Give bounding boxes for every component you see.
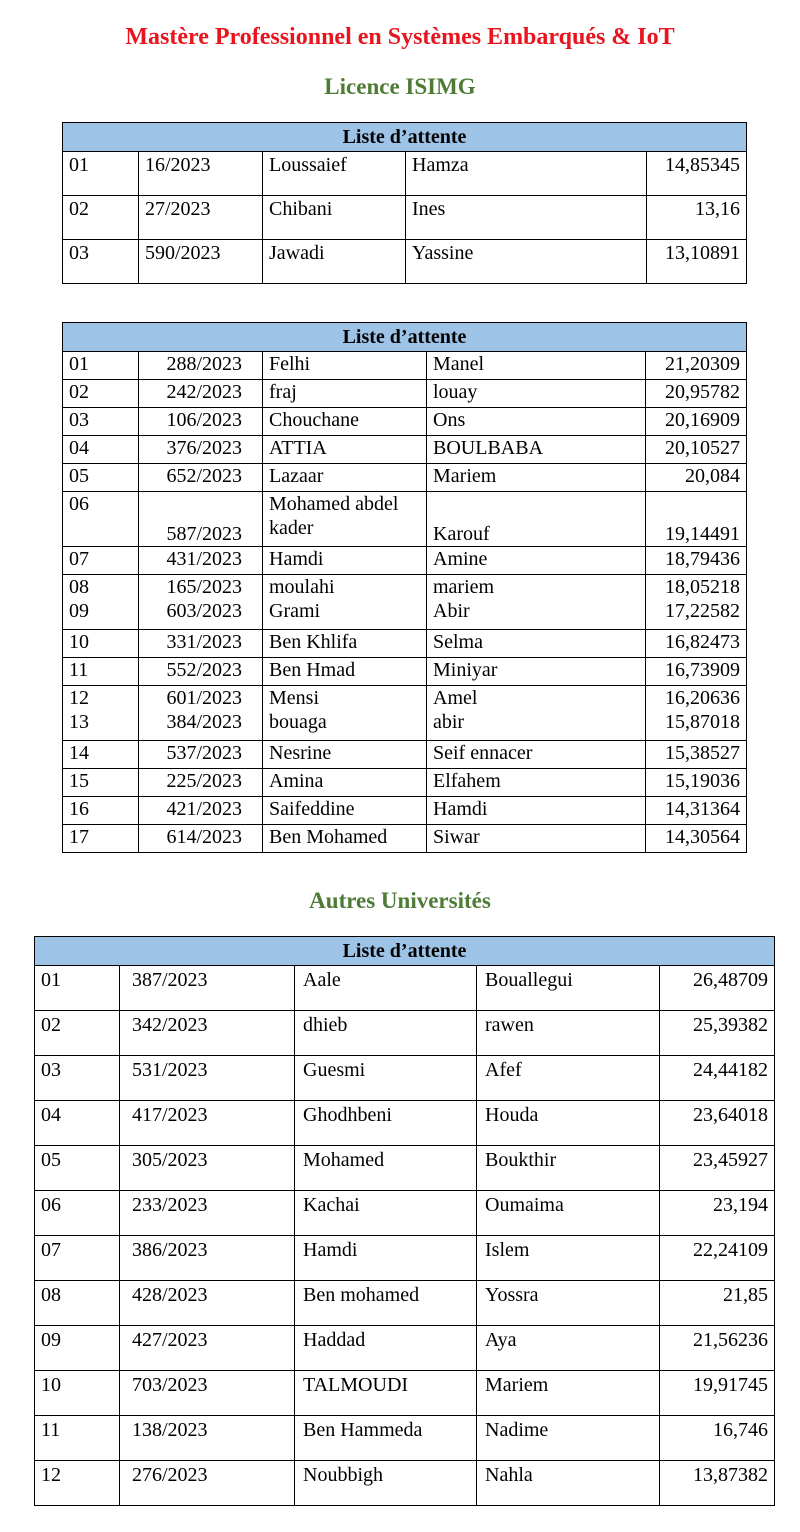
first-name-cell: Siwar: [427, 825, 646, 853]
table-row: [63, 408, 747, 436]
rank-cell: 06: [63, 492, 139, 547]
last-name-cell: ATTIA: [263, 436, 427, 464]
rank-cell: 01: [63, 352, 139, 380]
score-cell: 23,45927: [660, 1146, 775, 1191]
rank-cell: 14: [63, 741, 139, 769]
first-name-cell: Amine: [427, 547, 646, 575]
last-name-line: Mohamed abdel: [269, 493, 399, 515]
last-name-line: kader: [269, 517, 314, 539]
id-cell: 342/2023: [120, 1011, 295, 1056]
table-row: [35, 1461, 775, 1506]
last-name-cell: Ben Hmad: [263, 658, 427, 686]
waiting-list-table-isimg-1: [62, 122, 747, 284]
table-row: [35, 1011, 775, 1056]
score-cell: 22,24109: [660, 1236, 775, 1281]
table-row: [35, 1056, 775, 1101]
id-cell: 138/2023: [120, 1416, 295, 1461]
id-cell: 614/2023: [139, 825, 263, 853]
first-name-cell: Yassine: [406, 240, 647, 284]
first-name-cell: Ons: [427, 408, 646, 436]
id-cell: 305/2023: [120, 1146, 295, 1191]
first-name-line: mariem: [433, 576, 495, 598]
score-cell: 14,31364: [646, 797, 747, 825]
score-cell: 20,16909: [646, 408, 747, 436]
last-name-cell: [263, 575, 427, 630]
id-cell: 386/2023: [120, 1236, 295, 1281]
id-cell: 531/2023: [120, 1056, 295, 1101]
id-cell: 703/2023: [120, 1371, 295, 1416]
id-cell: 242/2023: [139, 380, 263, 408]
id-line: 165/2023: [166, 576, 242, 598]
rank-cell: 01: [35, 966, 120, 1011]
id-line: 601/2023: [166, 687, 242, 709]
score-cell: 20,95782: [646, 380, 747, 408]
id-line: 603/2023: [166, 600, 242, 622]
first-name-cell: Afef: [477, 1056, 660, 1101]
id-cell: [139, 686, 263, 741]
rank-cell: 07: [35, 1236, 120, 1281]
table-row: [63, 797, 747, 825]
id-cell: 537/2023: [139, 741, 263, 769]
first-name-cell: louay: [427, 380, 646, 408]
id-cell: 387/2023: [120, 966, 295, 1011]
last-name-cell: Lazaar: [263, 464, 427, 492]
last-name-cell: Ben Khlifa: [263, 630, 427, 658]
table-row: [63, 196, 747, 240]
table-row: [63, 658, 747, 686]
score-cell: 14,30564: [646, 825, 747, 853]
table-row: [63, 152, 747, 196]
score-line: 15,87018: [665, 711, 741, 733]
score-cell: 23,64018: [660, 1101, 775, 1146]
first-name-cell: Islem: [477, 1236, 660, 1281]
last-name-cell: Ben Mohamed: [263, 825, 427, 853]
page-title: Mastère Professionnel en Systèmes Embarqués & IoT: [125, 24, 675, 50]
id-cell: 590/2023: [139, 240, 263, 284]
id-cell: 552/2023: [139, 658, 263, 686]
table-row: [35, 1101, 775, 1146]
table-row: [63, 240, 747, 284]
id-line: 384/2023: [166, 711, 242, 733]
score-cell: 26,48709: [660, 966, 775, 1011]
table-row: [35, 1281, 775, 1326]
id-cell: 421/2023: [139, 797, 263, 825]
first-name-cell: Yossra: [477, 1281, 660, 1326]
first-name-cell: Mariem: [477, 1371, 660, 1416]
rank-cell: 06: [35, 1191, 120, 1236]
rank-cell: 12: [35, 1461, 120, 1506]
id-cell: 417/2023: [120, 1101, 295, 1146]
first-name-cell: BOULBABA: [427, 436, 646, 464]
id-cell: 376/2023: [139, 436, 263, 464]
score-cell: 13,10891: [647, 240, 747, 284]
table-row: [63, 769, 747, 797]
last-name-cell: dhieb: [295, 1011, 477, 1056]
last-name-cell: Mohamed: [295, 1146, 477, 1191]
last-name-cell: Jawadi: [263, 240, 406, 284]
rank-cell: 04: [63, 436, 139, 464]
first-name-cell: Elfahem: [427, 769, 646, 797]
table-header: Liste d’attente: [35, 937, 775, 966]
first-name-cell: Mariem: [427, 464, 646, 492]
score-cell: 16,73909: [646, 658, 747, 686]
rank-line: 13: [69, 711, 89, 733]
rank-cell: 03: [63, 240, 139, 284]
id-cell: [139, 575, 263, 630]
table-row: [63, 547, 747, 575]
first-name-line: abir: [433, 711, 465, 733]
last-name-cell: Loussaief: [263, 152, 406, 196]
last-name-cell: Saifeddine: [263, 797, 427, 825]
rank-cell: 03: [63, 408, 139, 436]
score-cell: 13,16: [647, 196, 747, 240]
rank-cell: 17: [63, 825, 139, 853]
score-cell: 20,10527: [646, 436, 747, 464]
first-name-cell: Bouallegui: [477, 966, 660, 1011]
last-name-cell: fraj: [263, 380, 427, 408]
id-cell: 27/2023: [139, 196, 263, 240]
score-cell: 21,85: [660, 1281, 775, 1326]
rank-cell: 11: [35, 1416, 120, 1461]
score-cell: 23,194: [660, 1191, 775, 1236]
first-name-cell: Houda: [477, 1101, 660, 1146]
table-row: [35, 1146, 775, 1191]
table-row: [63, 575, 747, 630]
rank-cell: 07: [63, 547, 139, 575]
table-row: [63, 741, 747, 769]
score-cell: 24,44182: [660, 1056, 775, 1101]
last-name-cell: Ben Hammeda: [295, 1416, 477, 1461]
id-cell: 427/2023: [120, 1326, 295, 1371]
score-line: 18,05218: [665, 576, 741, 598]
id-cell: 276/2023: [120, 1461, 295, 1506]
rank-cell: 11: [63, 658, 139, 686]
last-name-cell: Ben mohamed: [295, 1281, 477, 1326]
section-title-autres-universites: Autres Universités: [309, 888, 491, 913]
rank-cell: [63, 686, 139, 741]
last-name-cell: Noubbigh: [295, 1461, 477, 1506]
score-cell: 16,82473: [646, 630, 747, 658]
first-name-cell: Selma: [427, 630, 646, 658]
score-cell: 15,38527: [646, 741, 747, 769]
table-row: [35, 1326, 775, 1371]
last-name-cell: Amina: [263, 769, 427, 797]
rank-cell: 02: [63, 196, 139, 240]
rank-line: 09: [69, 600, 89, 622]
rank-cell: 02: [63, 380, 139, 408]
last-name-cell: [263, 686, 427, 741]
score-cell: 25,39382: [660, 1011, 775, 1056]
table-row: [63, 436, 747, 464]
waiting-list-table-isimg-2: [62, 322, 747, 853]
last-name-cell: Nesrine: [263, 741, 427, 769]
score-cell: 21,20309: [646, 352, 747, 380]
last-name-cell: Aale: [295, 966, 477, 1011]
first-name-cell: Hamza: [406, 152, 647, 196]
table-row: [63, 630, 747, 658]
id-cell: 652/2023: [139, 464, 263, 492]
score-cell: 20,084: [646, 464, 747, 492]
rank-cell: 05: [63, 464, 139, 492]
last-name-cell: Ghodhbeni: [295, 1101, 477, 1146]
last-name-cell: [263, 492, 427, 547]
first-name-cell: Karouf: [427, 492, 646, 547]
last-name-cell: Felhi: [263, 352, 427, 380]
first-name-cell: Miniyar: [427, 658, 646, 686]
first-name-cell: Hamdi: [427, 797, 646, 825]
first-name-cell: Seif ennacer: [427, 741, 646, 769]
id-cell: 587/2023: [139, 492, 263, 547]
score-cell: 19,91745: [660, 1371, 775, 1416]
id-cell: 431/2023: [139, 547, 263, 575]
score-cell: [646, 575, 747, 630]
rank-cell: [63, 575, 139, 630]
rank-cell: 10: [35, 1371, 120, 1416]
score-cell: [646, 686, 747, 741]
last-name-cell: Kachai: [295, 1191, 477, 1236]
id-cell: 288/2023: [139, 352, 263, 380]
score-cell: 18,79436: [646, 547, 747, 575]
rank-cell: 15: [63, 769, 139, 797]
rank-cell: 02: [35, 1011, 120, 1056]
last-name-cell: Chouchane: [263, 408, 427, 436]
last-name-line: Mensi: [269, 687, 319, 709]
last-name-cell: Hamdi: [295, 1236, 477, 1281]
last-name-line: Grami: [269, 600, 321, 622]
table-row: [35, 1416, 775, 1461]
score-cell: 14,85345: [647, 152, 747, 196]
rank-cell: 08: [35, 1281, 120, 1326]
score-cell: 15,19036: [646, 769, 747, 797]
table-header: Liste d’attente: [63, 323, 747, 352]
rank-cell: 09: [35, 1326, 120, 1371]
id-cell: 106/2023: [139, 408, 263, 436]
table-row: [35, 1236, 775, 1281]
first-name-cell: Nadime: [477, 1416, 660, 1461]
last-name-cell: Guesmi: [295, 1056, 477, 1101]
id-cell: 16/2023: [139, 152, 263, 196]
table-row: [35, 966, 775, 1011]
rank-cell: 04: [35, 1101, 120, 1146]
score-cell: 16,746: [660, 1416, 775, 1461]
last-name-cell: Hamdi: [263, 547, 427, 575]
first-name-cell: Nahla: [477, 1461, 660, 1506]
id-cell: 233/2023: [120, 1191, 295, 1236]
rank-cell: 05: [35, 1146, 120, 1191]
rank-cell: 16: [63, 797, 139, 825]
first-name-cell: Ines: [406, 196, 647, 240]
table-row: [63, 492, 747, 547]
first-name-cell: [427, 575, 646, 630]
table-row: [63, 380, 747, 408]
first-name-cell: Oumaima: [477, 1191, 660, 1236]
table-row: [63, 686, 747, 741]
first-name-cell: rawen: [477, 1011, 660, 1056]
section-title-licence-isimg: Licence ISIMG: [324, 74, 476, 99]
rank-cell: 10: [63, 630, 139, 658]
score-cell: 21,56236: [660, 1326, 775, 1371]
table-header: Liste d’attente: [63, 123, 747, 152]
score-line: 17,22582: [665, 600, 741, 622]
first-name-cell: Manel: [427, 352, 646, 380]
table-row: [63, 825, 747, 853]
score-cell: 19,14491: [646, 492, 747, 547]
first-name-line: Amel: [433, 687, 478, 709]
first-name-cell: [427, 686, 646, 741]
first-name-cell: Aya: [477, 1326, 660, 1371]
last-name-cell: TALMOUDI: [295, 1371, 477, 1416]
id-cell: 331/2023: [139, 630, 263, 658]
table-row: [35, 1371, 775, 1416]
last-name-line: moulahi: [269, 576, 335, 598]
rank-line: 08: [69, 576, 89, 598]
waiting-list-table-autres: [34, 936, 775, 1506]
rank-line: 12: [69, 687, 89, 709]
first-name-cell: Boukthir: [477, 1146, 660, 1191]
last-name-line: bouaga: [269, 711, 327, 733]
rank-cell: 01: [63, 152, 139, 196]
rank-cell: 03: [35, 1056, 120, 1101]
table-row: [35, 1191, 775, 1236]
id-cell: 428/2023: [120, 1281, 295, 1326]
score-line: 16,20636: [665, 687, 741, 709]
table-row: [63, 352, 747, 380]
first-name-line: Abir: [433, 600, 470, 622]
table-row: [63, 464, 747, 492]
id-cell: 225/2023: [139, 769, 263, 797]
last-name-cell: Haddad: [295, 1326, 477, 1371]
last-name-cell: Chibani: [263, 196, 406, 240]
score-cell: 13,87382: [660, 1461, 775, 1506]
